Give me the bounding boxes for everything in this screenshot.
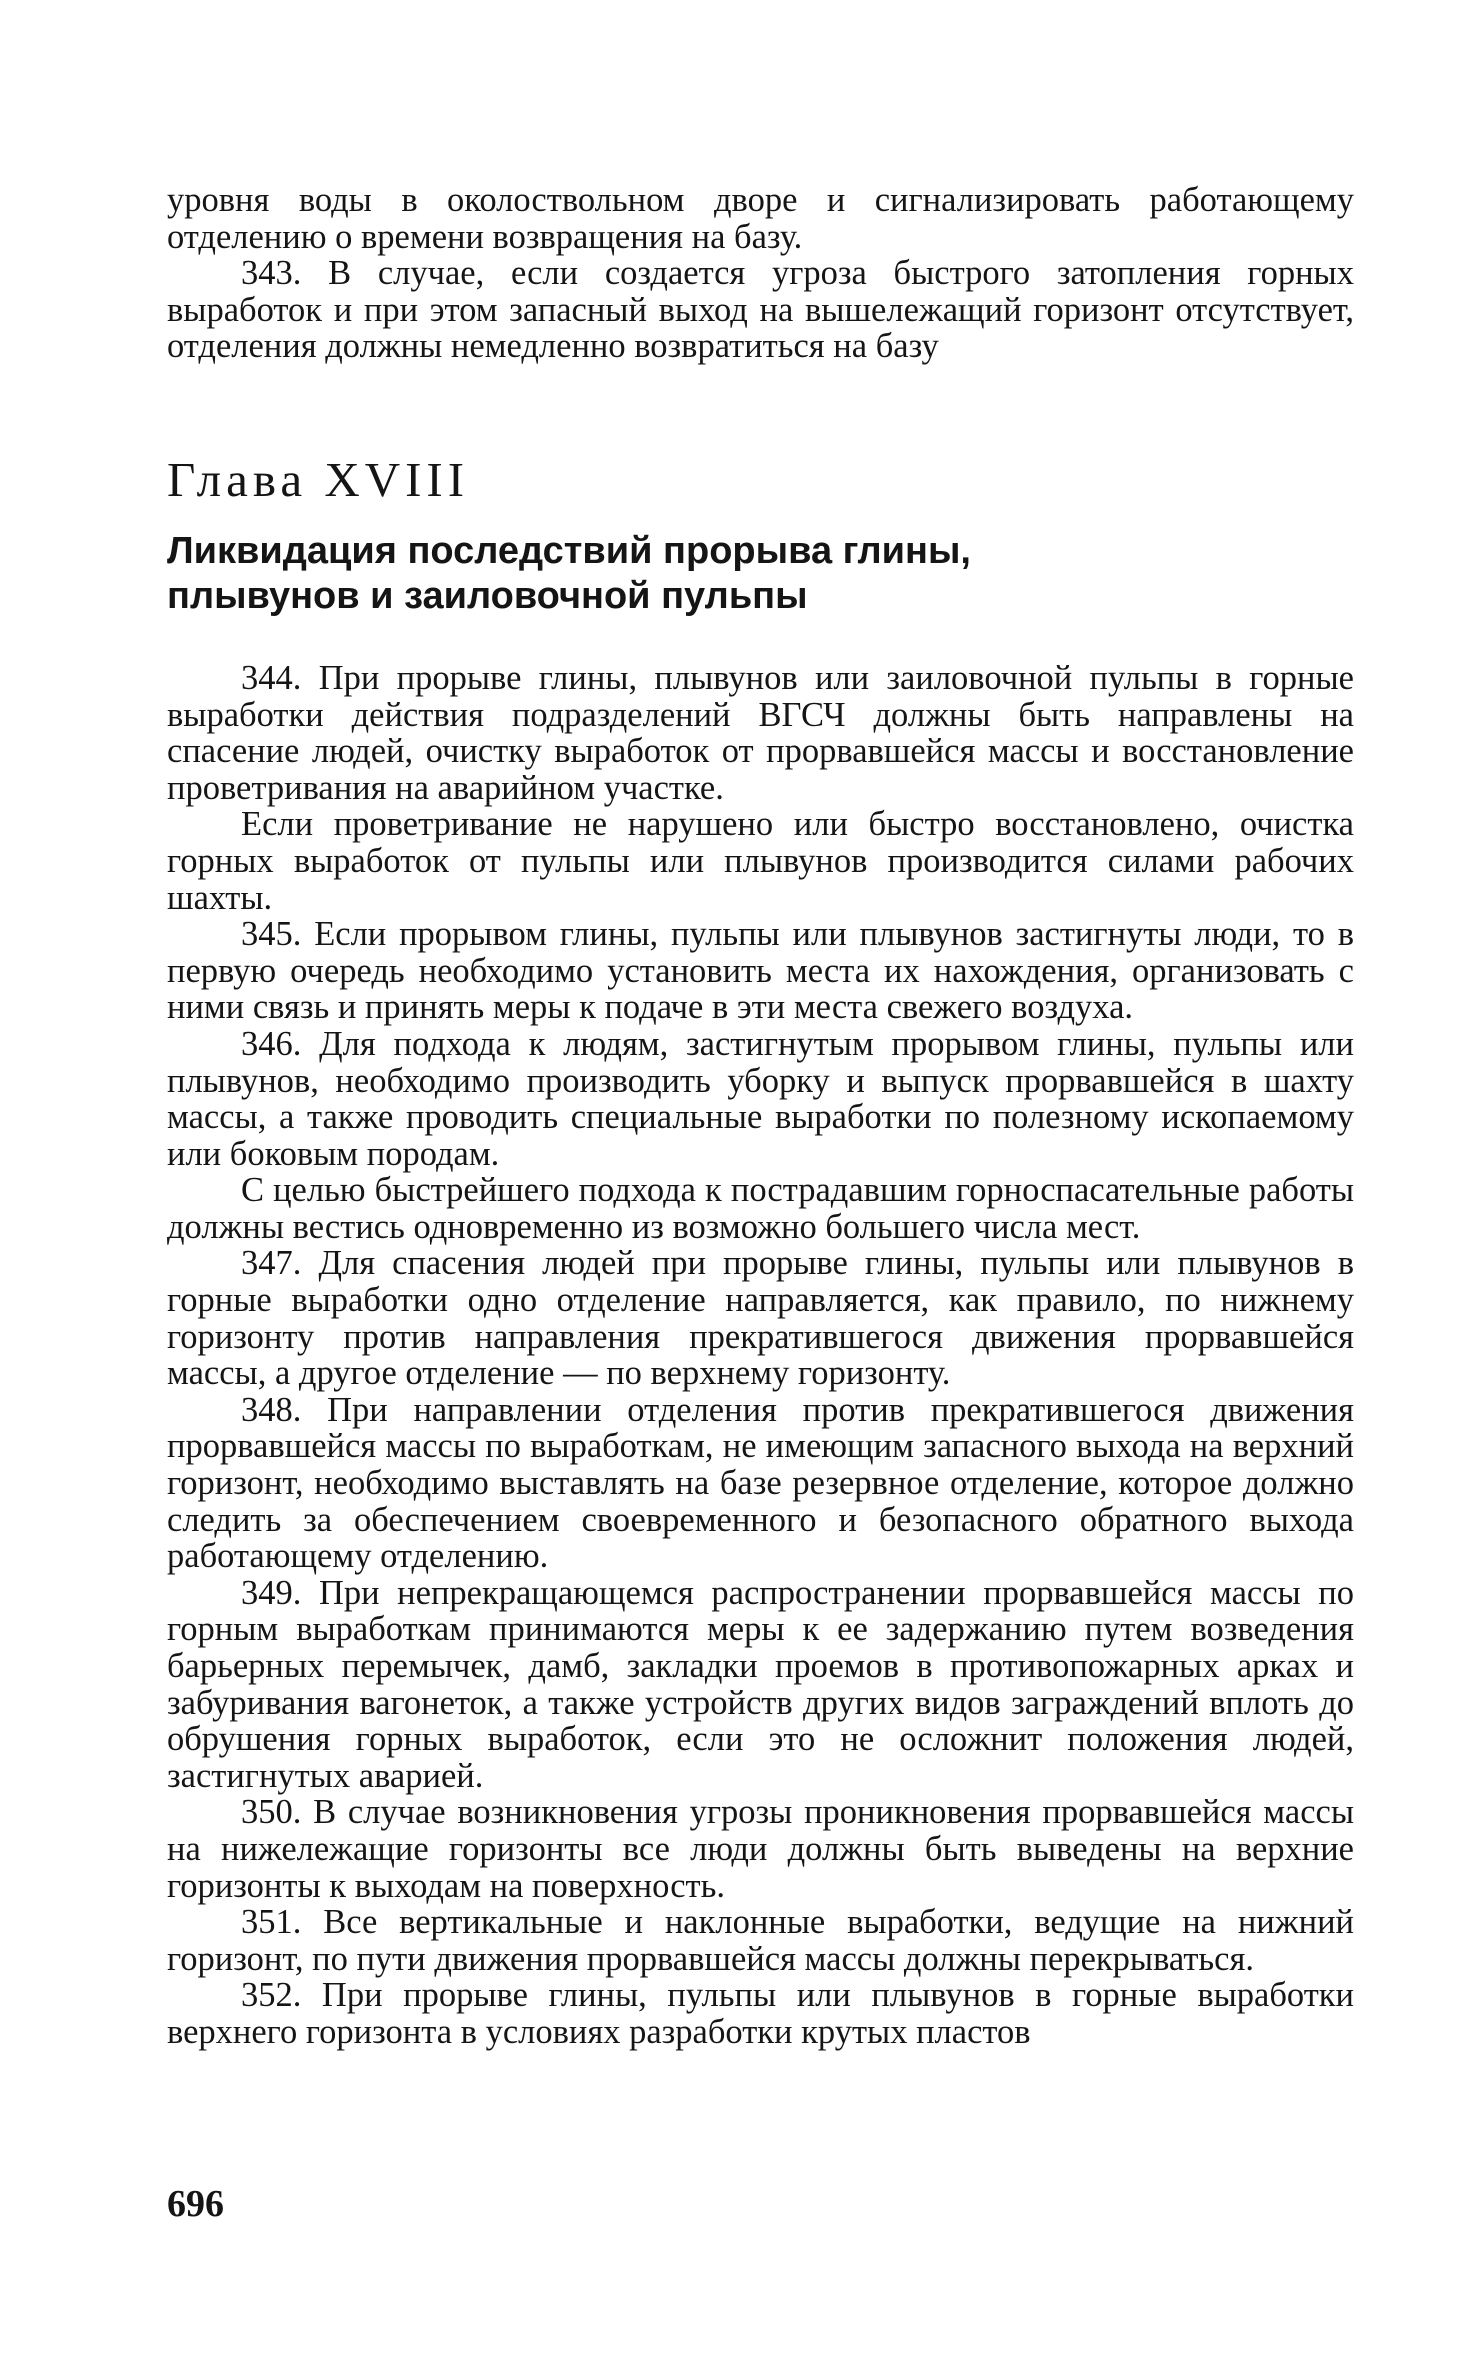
page-number: 696: [167, 2183, 224, 2225]
paragraph-343: 343. В случае, если создается угроза быстрого затопления горных выработок и при этом запасный выход на вышележащий горизонт отсутствует, отделения должны немедленно возвратиться на базу: [167, 254, 1354, 366]
paragraph-346-cont: С целью быстрейшего подхода к пострадавшим горноспасательные работы должны вестись одновременно из возможно большего числа мест.: [167, 1171, 1354, 1246]
chapter-title-line-2: плывунов и заиловочной пульпы: [167, 574, 808, 617]
paragraph-347: 347. Для спасения людей при прорыве глины, пульпы или плывунов в горные выработки одно отделение направляется, как правило, по нижнему горизонту против направления прекратившегося движения прорвавшейся массы, а другое отделение — по верхнему горизонту.: [167, 1244, 1354, 1393]
paragraph-350: 350. В случае возникновения угрозы проникновения прорвавшейся массы на нижележащие горизонты все люди должны быть выведены на верхние горизонты к выходам на поверхность.: [167, 1793, 1354, 1905]
paragraph-349: 349. При непрекращающемся распространении прорвавшейся массы по горным выработкам принимаются меры к ее задержанию путем возведения барьерных перемычек, дамб, закладки проемов в противопожарных арках и забуривания вагонеток, а также устройств других видов заграждений вплоть до обрушения горных выработок, если это не осложнит положения людей, застигнутых аварией.: [167, 1573, 1354, 1795]
chapter-label: Глава XVIII: [167, 451, 470, 507]
page-content: [167, 182, 1354, 2051]
chapter-title-line-1: Ликвидация последствий прорыва глины,: [167, 529, 971, 572]
paragraph-345: 345. Если прорывом глины, пульпы или плывунов застигнуты люди, то в первую очередь необходимо установить места их нахождения, организовать с ними связь и принять меры к подаче в эти места свежего воздуха.: [167, 915, 1354, 1027]
paragraph-351: 351. Все вертикальные и наклонные выработки, ведущие на нижний горизонт, по пути движения прорвавшейся массы должны перекрываться.: [167, 1903, 1354, 1978]
paragraph-346: 346. Для подхода к людям, застигнутым прорывом глины, пульпы или плывунов, необходимо производить уборку и выпуск прорвавшейся в шахту массы, а также проводить специальные выработки по полезному ископаемому или боковым породам.: [167, 1024, 1354, 1173]
paragraph-352: 352. При прорыве глины, пульпы или плывунов в горные выработки верхнего горизонта в условиях разработки крутых пластов: [167, 1976, 1354, 2051]
chapter-title: [167, 529, 1354, 619]
paragraph-344-cont: Если проветривание не нарушено или быстро восстановлено, очистка горных выработок от пульпы или плывунов производится силами рабочих шахты.: [167, 805, 1354, 917]
paragraph-348: 348. При направлении отделения против прекратившегося движения прорвавшейся массы по выработкам, не имеющим запасного выхода на верхний горизонт, необходимо выставлять на базе резервное отделение, которое должно следить за обеспечением своевременного и безопасного обратного выхода работающему отделению.: [167, 1390, 1354, 1576]
paragraph-344: 344. При прорыве глины, плывунов или заиловочной пульпы в горные выработки действия подразделений ВГСЧ должны быть направлены на спасение людей, очистку выработок от прорвавшейся массы и восстановление проветривания на аварийном участке.: [167, 658, 1354, 807]
paragraph-continued: уровня воды в околоствольном дворе и сигнализировать работающему отделению о времени возвращения на базу.: [167, 181, 1354, 256]
